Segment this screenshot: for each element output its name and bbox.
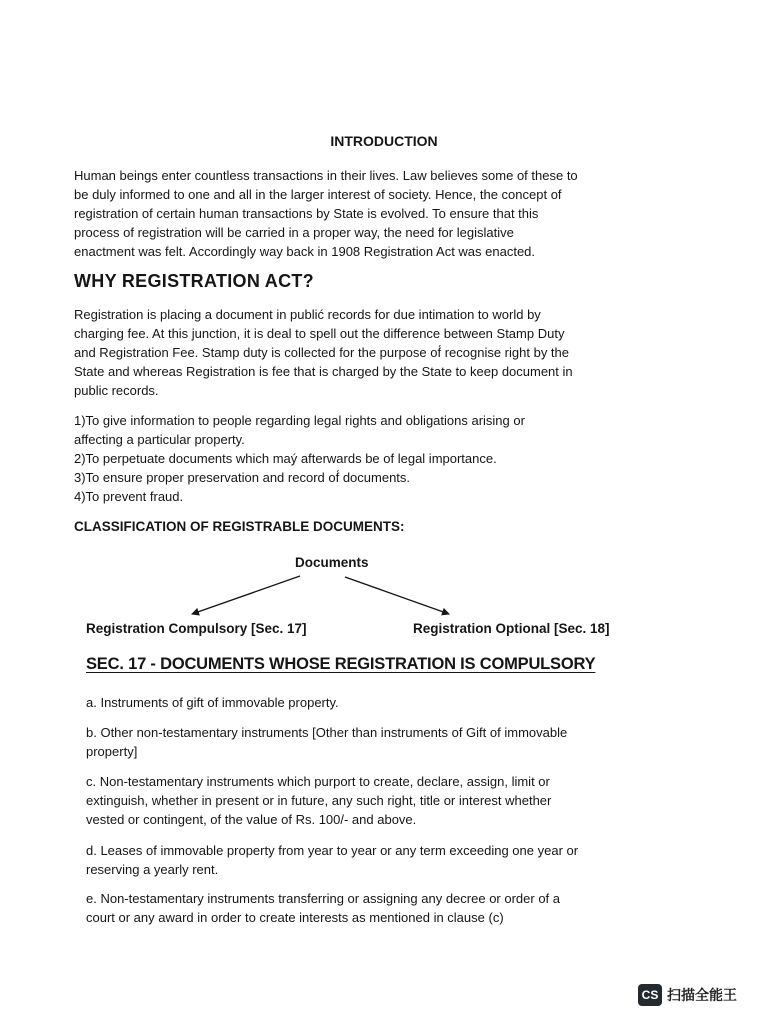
item-line: e. Non-testamentary instruments transferring or assigning any decree or order of a	[86, 891, 561, 906]
objective-item: 3)To ensure proper preservation and record of́ documents.	[74, 470, 411, 485]
paragraph-line: and Registration Fee. Stamp duty is collected for the purpose of́ recognise right by the	[74, 345, 569, 360]
paragraph-line: Registration is placing a document in publić records for due intimation to world by	[74, 307, 541, 322]
camscanner-logo-icon: CS	[638, 984, 662, 1006]
item-line: court or any award in order to create interests as mentioned in clause (c)	[86, 910, 504, 925]
item-line: a. Instruments of gift of immovable property.	[86, 695, 339, 710]
paragraph-line: enactment was felt. Accordingly way back in 1908 Registration Act was enacted.	[74, 244, 536, 259]
paragraph-line: Human beings enter countless transactions in their lives. Law believes some of these to	[74, 168, 578, 183]
objective-item: affecting a particular property.	[74, 432, 245, 447]
paragraph-line: be duly informed to one and all in the larger interest of society. Hence, the concept of	[74, 187, 562, 202]
objective-item: 2)To perpetuate documents which maý afterwards be of legal importance.	[74, 451, 497, 466]
classification-heading: CLASSIFICATION OF REGISTRABLE DOCUMENTS:	[74, 519, 405, 534]
section17-item-b	[86, 723, 567, 761]
paragraph-line: State and whereas Registration is fee that is charged by the State to keep document in	[74, 364, 573, 379]
paragraph-line: process of registration will be carried in a proper way, the need for legislative	[74, 225, 514, 240]
arrow-to-compulsory	[192, 576, 300, 614]
paragraph-line: public records.	[74, 383, 159, 398]
section17-item-e	[86, 889, 560, 927]
section17-item-a	[86, 693, 339, 712]
watermark-label: 扫描全能王	[667, 987, 737, 1003]
item-line: property]	[86, 744, 138, 759]
section17-item-d	[86, 841, 578, 879]
section17-item-c	[86, 772, 551, 829]
item-line: b. Other non-testamentary instruments [Other than instruments of Gift of immovable	[86, 725, 568, 740]
diagram-node-optional: Registration Optional [Sec. 18]	[413, 621, 610, 636]
item-line: c. Non-testamentary instruments which purport to create, declare, assign, limit or	[86, 774, 550, 789]
arrow-to-optional	[345, 577, 449, 614]
paragraph-line: charging fee. At this junction, it is deal to spell out the difference between Stamp Duty	[74, 326, 565, 341]
diagram-node-compulsory: Registration Compulsory [Sec. 17]	[86, 621, 307, 636]
introduction-heading: INTRODUCTION	[330, 133, 438, 149]
item-line: vested or contingent, of the value of Rs. 100/- and above.	[86, 812, 417, 827]
item-line: extinguish, whether in present or in future, any such right, title or interest whether	[86, 793, 552, 808]
diagram-root-node: Documents	[295, 555, 369, 570]
item-line: reserving a yearly rent.	[86, 862, 219, 877]
why-registration-heading: WHY REGISTRATION ACT?	[74, 271, 314, 291]
item-line: d. Leases of immovable property from year to year or any term exceeding one year or	[86, 843, 579, 858]
objective-item: 1)To give information to people regarding legal rights and obligations arising or	[74, 413, 525, 428]
objective-item: 4)To prevent fraud.	[74, 489, 184, 504]
scanner-watermark	[638, 984, 737, 1006]
paragraph-line: registration of certain human transactions by State is evolved. To ensure that this	[74, 206, 539, 221]
section17-heading: SEC. 17 - DOCUMENTS WHOSE REGISTRATION IS COMPULSORY	[86, 655, 596, 673]
